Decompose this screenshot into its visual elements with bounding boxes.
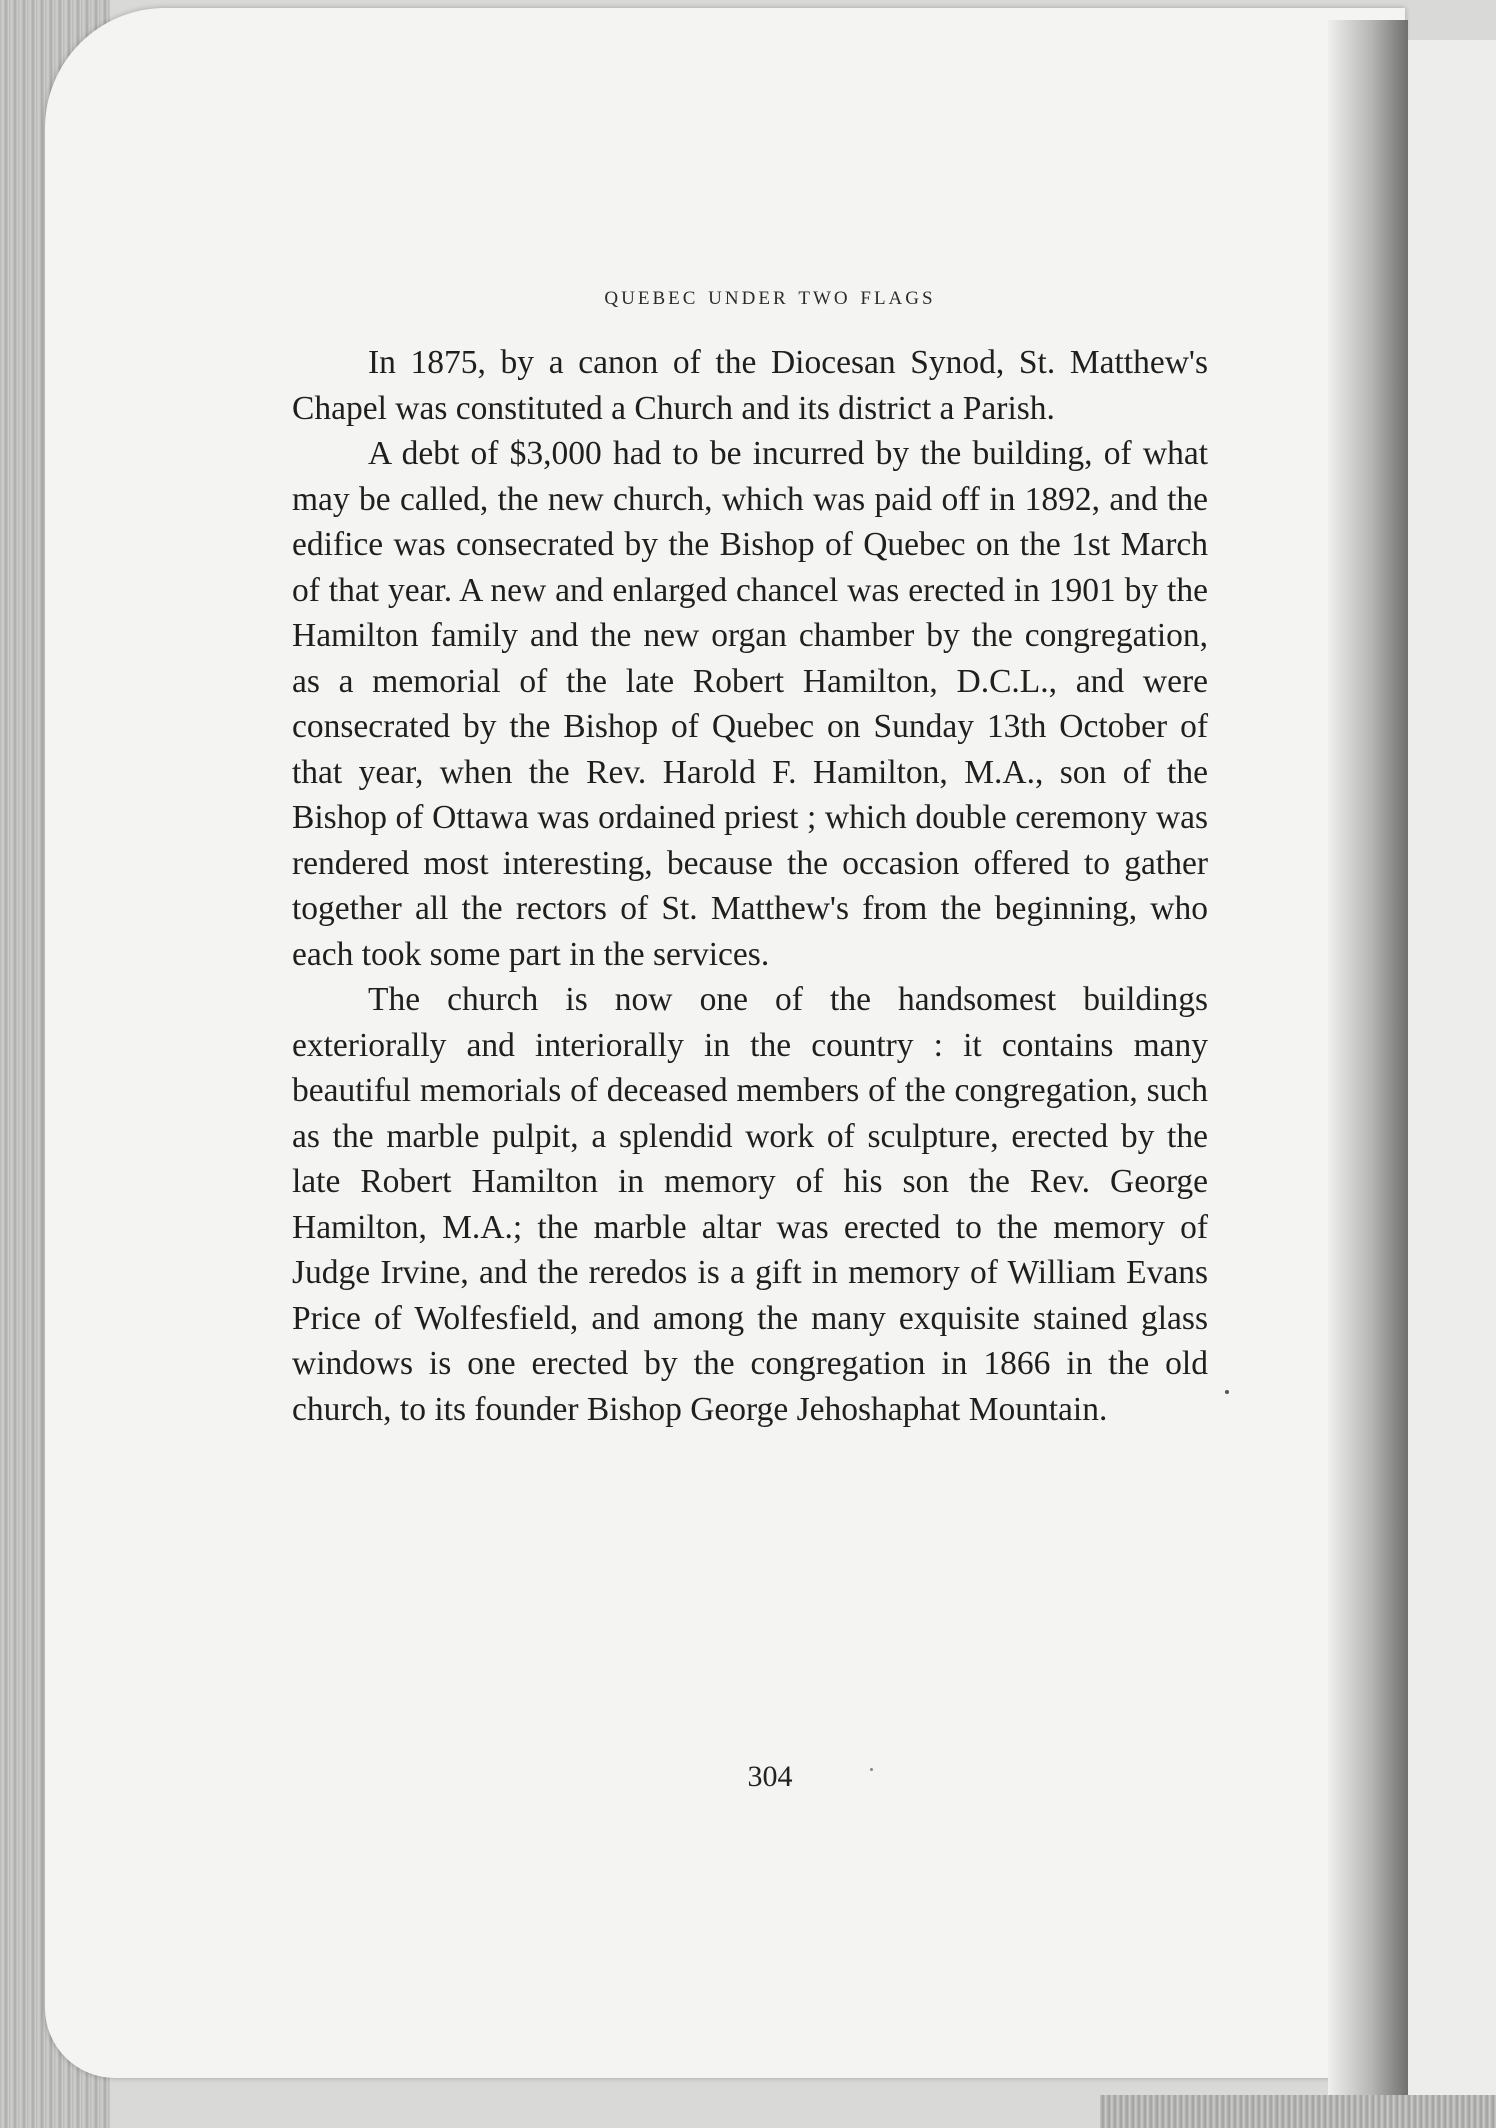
paragraph-1: In 1875, by a canon of the Diocesan Synod, St. Matthew's Chapel was constituted a Church and its district a Parish. [292,344,1208,427]
paragraph-3: The church is now one of the handsomest buildings exteriorally and interiorally in the country : it contains many beautiful memorials of deceased members of the congregation, such as the marble pulpit, a splendid work of sculpture, erected by the late Robert Hamilton in memory of his son the Rev. George Hamilton, M.A.; the marble altar was erected to the memory of Judge Irvine, and the reredos is a gift in memory of William Evans Price of Wolfesfield, and among the many exquisite stained glass windows is one erected by the congregation in 1866 in the old church, to its founder Bishop George Jehoshaphat Mountain. [292,981,1208,1428]
facing-page [1408,40,1496,2100]
ink-speck [870,1768,873,1771]
paragraph-2: A debt of $3,000 had to be incurred by the building, of what may be called, the new church, which was paid off in 1892, and the edifice was consecrated by the Bishop of Quebec on the 1st March of that year. A new and enlarged chancel was erected in 1901 by the Hamilton family and the new organ chamber by the congregation, as a memorial of the late Robert Hamilton, D.C.L., and were consecrated by the Bishop of Quebec on Sunday 13th October of that year, when the Rev. Harold F. Hamilton, M.A., son of the Bishop of Ottawa was ordained priest ; which double ceremony was rendered most interesting, because the occasion offered to gather together all the rectors of St. Matthew's from the beginning, who each took some part in the services. [292,435,1208,973]
page-number: 304 [747,1760,793,1793]
book-gutter [1328,20,1408,2100]
running-head-text: quebec under two flags [604,280,936,310]
running-head [290,280,1250,311]
bottom-page-edges [1100,2095,1496,2128]
ink-speck [1225,1390,1229,1394]
body-text [292,340,1208,1432]
